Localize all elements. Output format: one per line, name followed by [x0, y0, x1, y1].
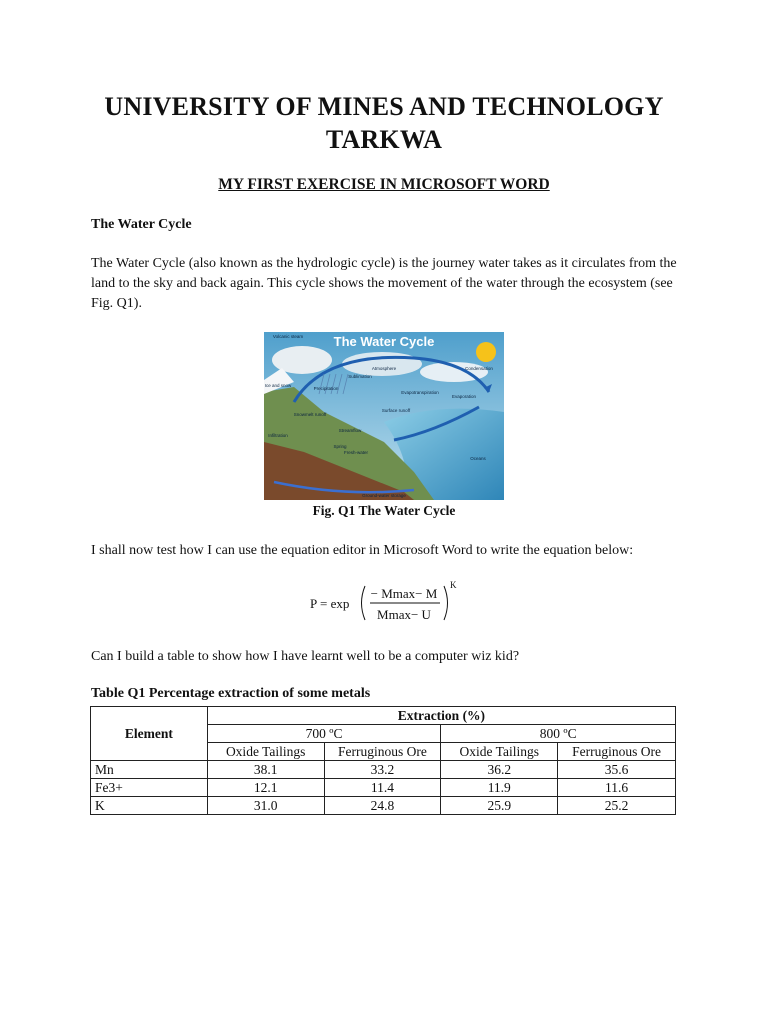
table-question: Can I build a table to show how I have learnt well to be a computer wiz kid?	[91, 649, 520, 664]
sun-icon	[476, 342, 496, 362]
value-cell: 24.8	[324, 797, 441, 815]
value-cell: 35.6	[558, 761, 676, 779]
value-cell: 36.2	[441, 761, 558, 779]
equation-exponent: K	[450, 580, 457, 590]
table-header-row	[91, 707, 676, 725]
value-cell: 11.4	[324, 779, 441, 797]
document-title-line1: UNIVERSITY OF MINES AND TECHNOLOGY	[104, 92, 664, 121]
element-cell: K	[91, 797, 208, 815]
label-evaporation: Evaporation	[451, 394, 477, 399]
table-row	[91, 797, 676, 815]
subheader-cell: Oxide Tailings	[207, 743, 324, 761]
label-condensation: Condensation	[465, 366, 493, 371]
document-subtitle: MY FIRST EXERCISE IN MICROSOFT WORD	[218, 176, 550, 193]
label-sublimation: Sublimation	[348, 374, 372, 379]
table-row	[91, 761, 676, 779]
label-ice-snow: Ice and snow	[264, 383, 292, 388]
subheader-cell: Oxide Tailings	[441, 743, 558, 761]
table-row	[91, 779, 676, 797]
temp-header-700: 700 ºC	[207, 725, 441, 743]
figure-caption: Fig. Q1 The Water Cycle	[312, 503, 456, 518]
extraction-header: Extraction (%)	[207, 707, 675, 725]
equation-left-paren	[362, 586, 366, 620]
equation-render	[308, 578, 468, 628]
value-cell: 33.2	[324, 761, 441, 779]
label-volcanic: Volcanic steam	[272, 334, 304, 339]
label-surface-runoff: Surface runoff	[381, 408, 411, 413]
label-groundwater: Ground-water storage	[362, 493, 406, 498]
section-heading: The Water Cycle	[91, 217, 192, 232]
value-cell: 11.6	[558, 779, 676, 797]
value-cell: 25.2	[558, 797, 676, 815]
equation-lhs: P = exp	[310, 596, 350, 611]
water-cycle-illustration	[264, 332, 504, 500]
label-infiltration: Infiltration	[268, 433, 288, 438]
label-oceans: Oceans	[470, 456, 486, 461]
label-atmosphere: Atmosphere	[371, 366, 397, 371]
label-precipitation: Precipitation	[313, 386, 339, 391]
label-streamflow: Streamflow	[338, 428, 362, 433]
document-title-line2: TARKWA	[325, 125, 443, 154]
equation-intro: I shall now test how I can use the equation editor in Microsoft Word to write the equation below:	[91, 543, 634, 558]
temp-header-800: 800 ºC	[441, 725, 676, 743]
equation-numerator: − Mmax− M	[370, 586, 438, 601]
equation	[308, 578, 468, 628]
equation-denominator: Mmax− U	[377, 607, 431, 622]
equation-right-paren	[444, 586, 448, 620]
label-snowmelt: Snowmelt runoff	[293, 412, 327, 417]
subheader-cell: Ferruginous Ore	[558, 743, 676, 761]
value-cell: 38.1	[207, 761, 324, 779]
water-cycle-figure	[264, 332, 504, 500]
value-cell: 11.9	[441, 779, 558, 797]
element-cell: Fe3+	[91, 779, 208, 797]
label-spring: Spring	[333, 444, 347, 449]
figure-title: The Water Cycle	[333, 334, 435, 349]
element-cell: Mn	[91, 761, 208, 779]
element-header: Element	[91, 707, 208, 761]
table-caption: Table Q1 Percentage extraction of some metals	[91, 686, 371, 701]
extraction-table	[90, 706, 676, 815]
value-cell: 31.0	[207, 797, 324, 815]
label-freshwater: Fresh-water	[343, 450, 369, 455]
cloud-center	[342, 352, 422, 376]
value-cell: 25.9	[441, 797, 558, 815]
subheader-cell: Ferruginous Ore	[324, 743, 441, 761]
intro-paragraph: The Water Cycle (also known as the hydrologic cycle) is the journey water takes as it circulates from the land to the sky and back again. This cycle shows the movement of the water through the ecosystem (see Fig. Q1).	[91, 256, 677, 311]
value-cell: 12.1	[207, 779, 324, 797]
label-evapotranspiration: Evapotranspiration	[401, 390, 439, 395]
